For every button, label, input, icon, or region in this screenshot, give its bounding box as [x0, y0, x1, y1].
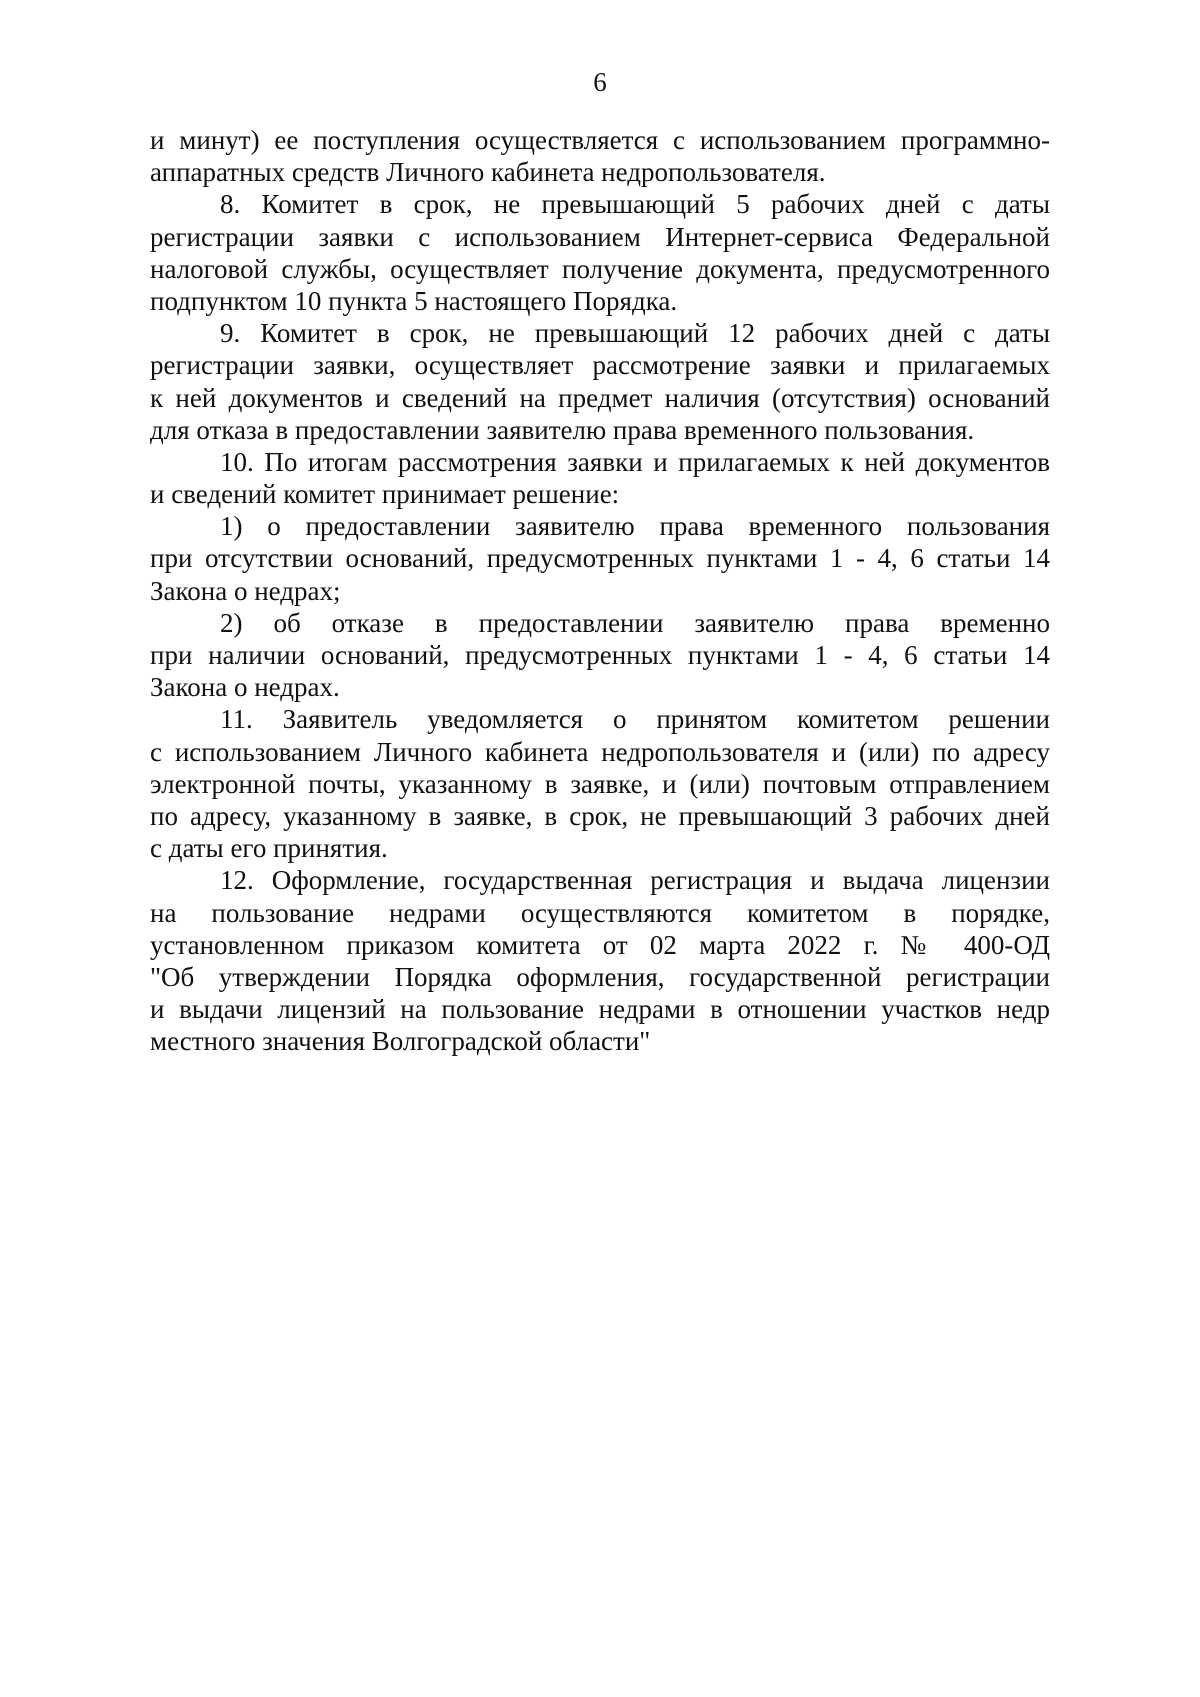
- text-line: регистрации заявки, осуществляет рассмотрение заявки и прилагаемых: [150, 350, 1050, 381]
- text-line: 8. Комитет в срок, не превышающий 5 рабочих дней с даты: [220, 189, 1050, 220]
- text-line: по адресу, указанному в заявке, в срок, не превышающий 3 рабочих дней: [150, 800, 1050, 831]
- text-line: и минут) ее поступления осуществляется с использованием программно-: [150, 125, 1050, 155]
- text-line: установленном приказом комитета от 02 марта 2022 г. № 400-ОД: [150, 929, 1050, 960]
- text-line: электронной почты, указанному в заявке, и (или) почтовым отправлением: [150, 768, 1050, 799]
- text-line: к ней документов и сведений на предмет наличия (отсутствия) оснований: [150, 382, 1050, 413]
- text-line: 11. Заявитель уведомляется о принятом комитетом решении: [220, 704, 1050, 735]
- text-line: налоговой службы, осуществляет получение документа, предусмотренного: [150, 253, 1050, 284]
- text-line: на пользование недрами осуществляются комитетом в порядке,: [150, 897, 1050, 928]
- text-line: регистрации заявки с использованием Интернет-сервиса Федеральной: [150, 221, 1050, 252]
- text-line: "Об утверждении Порядка оформления, государственной регистрации: [150, 961, 1050, 992]
- text-line: 9. Комитет в срок, не превышающий 12 рабочих дней с даты: [220, 318, 1050, 349]
- text-line: при отсутствии оснований, предусмотренных пунктами 1 - 4, 6 статьи 14: [150, 543, 1050, 574]
- text-line: Закона о недрах;: [150, 575, 341, 606]
- text-line: при наличии оснований, предусмотренных пунктами 1 - 4, 6 статьи 14: [150, 640, 1050, 670]
- text-line: 2) об отказе в предоставлении заявителю права временно: [220, 607, 1050, 638]
- text-line: с использованием Личного кабинета недропользователя и (или) по адресу: [150, 736, 1050, 767]
- text-line: Закона о недрах.: [150, 672, 340, 703]
- document-body: [150, 124, 1050, 1057]
- text-line: для отказа в предоставлении заявителю права временного пользования.: [150, 414, 975, 445]
- text-line: 1) о предоставлении заявителю права временного пользования: [220, 511, 1050, 542]
- text-line: местного значения Волгоградской области": [150, 1026, 651, 1057]
- text-line: 12. Оформление, государственная регистрация и выдача лицензии: [220, 865, 1050, 896]
- text-line: с даты его принятия.: [150, 833, 388, 864]
- text-line: подпунктом 10 пункта 5 настоящего Порядка.: [150, 285, 678, 316]
- text-line: и сведений комитет принимает решение:: [150, 479, 620, 510]
- page-number: 6: [593, 67, 607, 97]
- text-line: аппаратных средств Личного кабинета недропользователя.: [150, 157, 826, 188]
- text-line: и выдачи лицензий на пользование недрами в отношении участков недр: [150, 994, 1050, 1025]
- text-line: 10. По итогам рассмотрения заявки и прилагаемых к ней документов: [220, 446, 1050, 477]
